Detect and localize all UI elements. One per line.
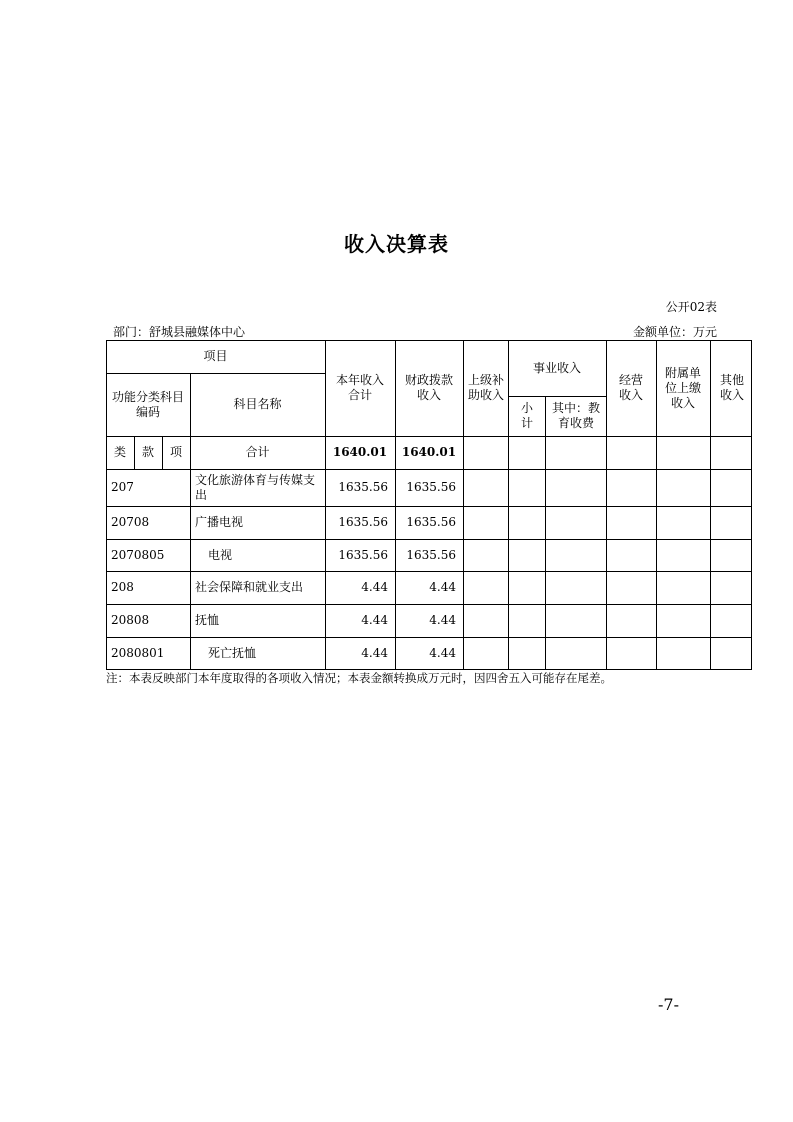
row-name: 文化旅游体育与传媒支出 xyxy=(195,472,316,502)
header-xiang: 项 xyxy=(169,445,182,459)
row-total: 1635.56 xyxy=(338,480,388,494)
row-total: 4.44 xyxy=(361,613,388,627)
row-name: 电视 xyxy=(208,547,233,562)
row-total: 4.44 xyxy=(361,580,388,594)
header-lei: 类 xyxy=(113,445,126,459)
row-name: 社会保障和就业支出 xyxy=(195,580,304,594)
row-code: 2080801 xyxy=(111,646,165,660)
header-education-fees: 其中：教育收费 xyxy=(551,401,600,430)
header-kuan: 款 xyxy=(141,445,154,459)
row-name: 死亡抚恤 xyxy=(208,646,257,660)
row-code: 2070805 xyxy=(111,547,165,562)
header-fiscal-allocation: 财政拨款收入 xyxy=(404,373,453,402)
header-operating-income: 经营收入 xyxy=(618,373,643,402)
total-label: 合计 xyxy=(245,445,270,459)
unit-label: 金额单位：万元 xyxy=(632,325,717,339)
row-fiscal: 1635.56 xyxy=(406,480,456,494)
row-code: 20808 xyxy=(111,613,150,627)
total-income-value: 1640.01 xyxy=(332,445,388,459)
header-business-income: 事业收入 xyxy=(532,360,581,375)
row-fiscal: 1635.56 xyxy=(406,547,456,562)
header-subject-name: 科目名称 xyxy=(233,397,282,411)
row-fiscal: 4.44 xyxy=(429,580,456,594)
total-fiscal-value: 1640.01 xyxy=(401,445,457,459)
form-number: 公开02表 xyxy=(665,300,717,314)
row-name: 抚恤 xyxy=(195,613,220,627)
row-code: 20708 xyxy=(111,515,150,529)
row-code: 207 xyxy=(111,480,134,494)
header-affiliated-income: 附属单位上缴收入 xyxy=(664,365,701,410)
row-name: 广播电视 xyxy=(195,515,244,529)
header-superior-subsidy: 上级补助收入 xyxy=(468,373,505,402)
row-fiscal: 1635.56 xyxy=(406,515,456,529)
department-label: 部门：舒城县融媒体中心 xyxy=(113,325,246,339)
row-total: 4.44 xyxy=(361,646,388,660)
row-total: 1635.56 xyxy=(338,515,388,529)
row-fiscal: 4.44 xyxy=(429,646,456,660)
header-total-income: 本年收入合计 xyxy=(335,373,384,402)
page-title: 收入决算表 xyxy=(344,232,449,256)
table-note: 注：本表反映部门本年度取得的各项收入情况；本表金额转换成万元时，因四舍五入可能存在尾差。 xyxy=(106,671,612,685)
page-number: -7- xyxy=(658,995,679,1014)
header-function-code: 功能分类科目编码 xyxy=(111,389,184,419)
row-fiscal: 4.44 xyxy=(429,613,456,627)
header-item: 项目 xyxy=(203,349,228,363)
row-code: 208 xyxy=(111,580,134,594)
row-total: 1635.56 xyxy=(338,547,388,562)
header-subtotal: 小计 xyxy=(520,401,533,430)
header-other-income: 其他收入 xyxy=(719,373,744,402)
